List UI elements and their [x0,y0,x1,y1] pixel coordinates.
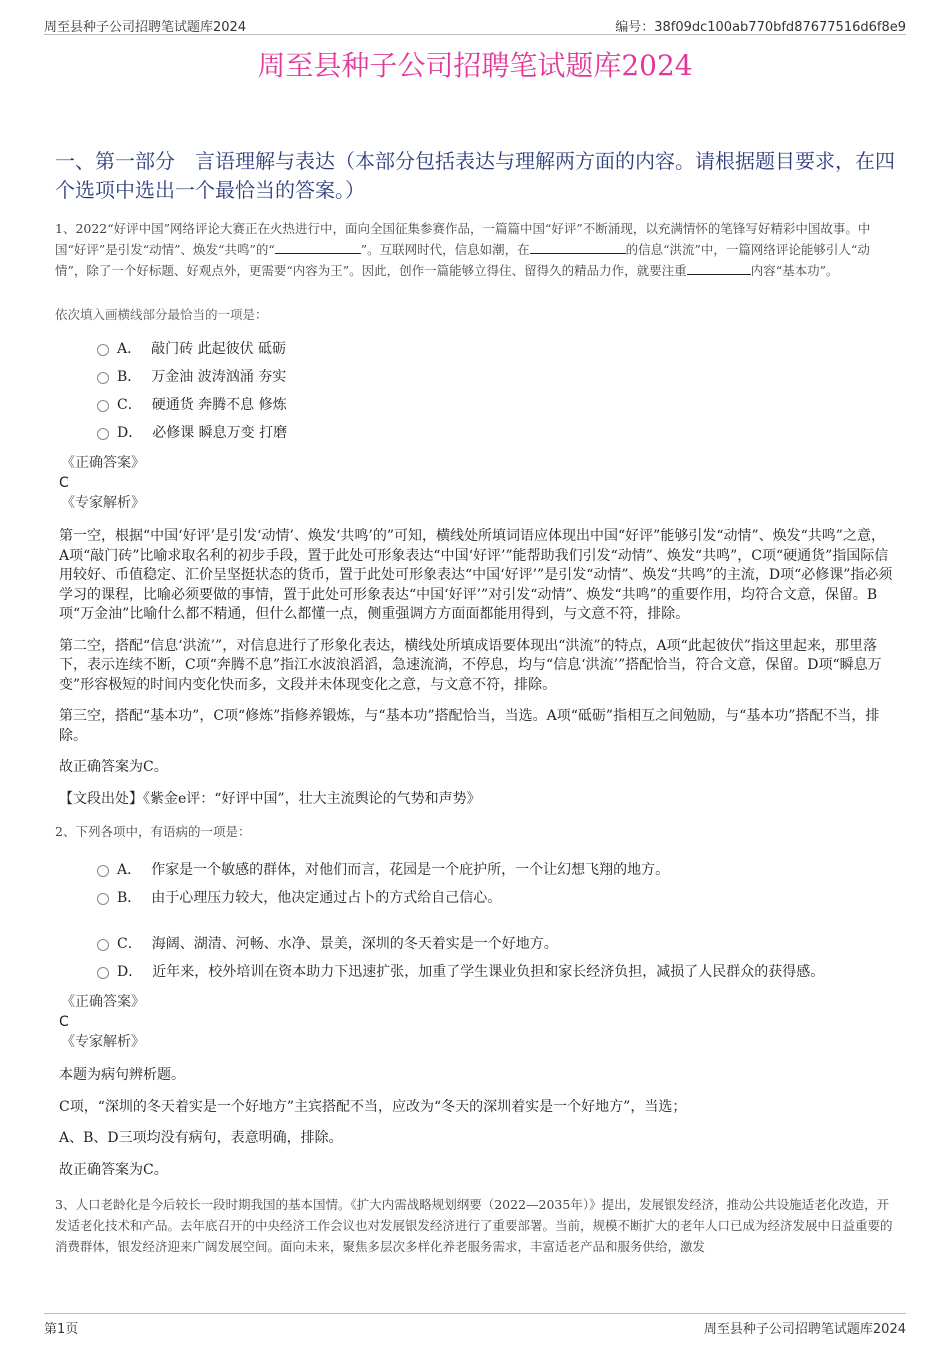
analysis-paragraph: A、B、D三项均没有病句，表意明确，排除。 [59,1130,343,1146]
analysis-conclusion: 故正确答案为C。 [59,759,168,775]
question-3-stem: 3、人口老龄化是今后较长一段时期我国的基本国情。《扩大内需战略规划纲要（2022—2035年）》提出，发展银发经济，推动公共设施适老化改造，开发适老化技术和产品。去年底召开的中央经济工作会议也对发展银发经济进行了重要部署。当前，规模不断扩大的老年人口已成为经济发展中日益重要的消费群体，银发经济迎来广阔发展空间。面向未来，聚焦多层次多样化养老服务需求，丰富适老产品和服务供给，激发 [55,1197,893,1254]
option-a[interactable]: A． 作家是一个敏感的群体，对他们而言，花园是一个庇护所，一个让幻想飞翔的地方。 [97,856,895,884]
analysis-paragraph: 本题为病句辨析题。 [59,1067,185,1083]
blank-2 [530,241,626,254]
radio-icon[interactable] [97,893,109,905]
page-header [44,12,906,35]
radio-icon[interactable] [97,400,109,412]
correct-answer-label: 《正确答案》 [61,455,145,471]
analysis-paragraph: 第一空，根据“中国‘好评’是引发‘动情’、焕发‘共鸣’的”可知，横线处所填词语应体现出中国“好评”能够引发“动情”、焕发“共鸣”之意，A项“敲门砖”比喻求取名利的初步手段，置于此处可形象表达“中国‘好评’”能帮助我们引发“动情”、焕发“共鸣”，C项“硬通货”指国际信用较好、币值稳定、汇价呈坚挺状态的货币，置于此处可形象表达“中国‘好评’”是引发“动情”、焕发“共鸣”的主流，D项“必修课”指必须学习的课程，比喻必须要做的事情，置于此处可形象表达“中国‘好评’”对引发“动情”、焕发“共鸣”的重要作用，均符合文意，保留。B项“万金油”比喻什么都不精通，但什么都懂一点，侧重强调方方面面都能用得到，与文意不符，排除。 [59,528,893,622]
option-b[interactable]: B． 万金油 波涛汹涌 夯实 [97,363,895,391]
blank-1 [275,241,361,254]
header-doc-title: 周至县种子公司招聘笔试题库2024 [44,20,247,35]
radio-icon[interactable] [97,939,109,951]
radio-icon[interactable] [97,967,109,979]
section-title: 一、第一部分 言语理解与表达（本部分包括表达与理解两方面的内容。请根据题目要求，在四个选项中选出一个最恰当的答案。） [55,149,895,202]
radio-icon[interactable] [97,865,109,877]
page-number: 第1页 [44,1322,79,1337]
page-title: 周至县种子公司招聘笔试题库2024 [257,49,693,82]
option-d[interactable]: D． 必修课 瞬息万变 打磨 [97,419,895,447]
option-a[interactable]: A． 敲门砖 此起彼伏 砥砺 [97,335,895,363]
radio-icon[interactable] [97,372,109,384]
question-1-options [97,335,895,447]
content [55,218,895,1257]
analysis-paragraph: C项，“深圳的冬天着实是一个好地方”主宾搭配不当，应改为“冬天的深圳着实是一个好地方”，当选； [59,1098,687,1115]
analysis-paragraph: 第三空，搭配“基本功”，C项“修炼”指修养锻炼，与“基本功”搭配恰当，当选。A项“砥砺”指相互之间勉励，与“基本功”搭配不当，排除。 [59,708,880,744]
analysis-paragraph: 第二空，搭配“信息‘洪流’”，对信息进行了形象化表达，横线处所填成语要体现出“洪流”的特点，A项“此起彼伏”指这里起来，那里落下，表示连续不断，C项“奔腾不息”指江水波浪滔滔，急速流淌，不停息，均与“信息‘洪流’”搭配恰当，符合文意，保留。D项“瞬息万变”形容极短的时间内变化快而多，文段并未体现变化之意，与文意不符，排除。 [59,637,882,693]
blank-3 [687,262,751,275]
correct-answer-value: C [59,475,69,491]
header-doc-number: 编号：38f09dc100ab770bfd87677516d6f8e9 [615,20,906,35]
source-citation: 【文段出处】《紫金e评：“好评中国”，壮大主流舆论的气势和声势》 [59,790,481,807]
expert-analysis-label: 《专家解析》 [61,495,145,511]
analysis-conclusion: 故正确答案为C。 [59,1161,168,1178]
page-footer [44,1313,906,1338]
question-2-stem: 2、下列各项中，有语病的一项是： [55,824,251,839]
question-2-options [97,856,895,986]
option-b[interactable]: B． 由于心理压力较大，他决定通过占卜的方式给自己信心。 [97,884,895,912]
expert-analysis-label: 《专家解析》 [61,1034,145,1050]
option-d[interactable]: D． 近年来，校外培训在资本助力下迅速扩张，加重了学生课业负担和家长经济负担，减损了人民群众的获得感。 [97,958,895,986]
correct-answer-value: C [59,1014,69,1030]
question-1-stem: 1、2022“好评中国”网络评论大赛正在火热进行中，面向全国征集参赛作品，一篇篇中国“好评”不断涌现，以充满情怀的笔锋写好精彩中国故事。中国“好评”是引发“动情”、焕发“共鸣”的“ ”。互联网时代，信息如潮，在 的信息“洪流”中，一篇网络评论能够引人“动情”，除了一个好标题、好观点外，更需要“内容为王”。因此，创作一篇能够立得住、留得久的精品力作，就要注重 内容“基本功”。 [55,221,871,278]
option-c[interactable]: C． 海阔、湖清、河畅、水净、景美，深圳的冬天着实是一个好地方。 [97,930,895,958]
question-1-prompt: 依次填入画横线部分最恰当的一项是： [55,307,268,322]
radio-icon[interactable] [97,344,109,356]
correct-answer-label: 《正确答案》 [61,994,145,1010]
option-c[interactable]: C． 硬通货 奔腾不息 修炼 [97,391,895,419]
radio-icon[interactable] [97,428,109,440]
footer-doc-title: 周至县种子公司招聘笔试题库2024 [703,1322,906,1337]
